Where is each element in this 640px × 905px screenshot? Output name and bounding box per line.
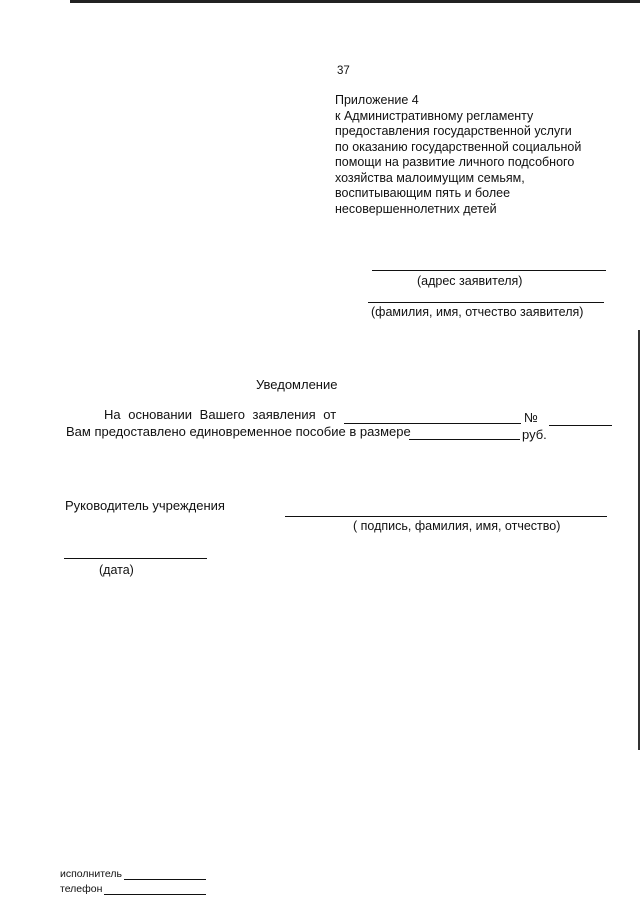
application-number-line[interactable]: [549, 425, 612, 426]
fio-caption: (фамилия, имя, отчество заявителя): [371, 305, 584, 319]
allowance-amount-line[interactable]: [409, 439, 520, 440]
appendix-line: воспитывающим пять и более: [335, 186, 511, 200]
address-caption: (адрес заявителя): [417, 274, 523, 288]
number-sign: №: [524, 410, 538, 425]
phone-line[interactable]: [104, 894, 206, 895]
signature-caption: ( подпись, фамилия, имя, отчество): [353, 519, 561, 533]
executor-label: исполнитель: [60, 868, 122, 880]
application-date-text: На основании Вашего заявления от: [104, 407, 337, 422]
signature-line[interactable]: [285, 516, 607, 517]
head-of-institution-label: Руководитель учреждения: [65, 498, 225, 513]
executor-line[interactable]: [124, 879, 206, 880]
appendix-line: по оказанию государственной социальной: [335, 139, 582, 154]
phone-label: телефон: [60, 883, 103, 895]
address-input-line[interactable]: [372, 270, 606, 271]
date-caption: (дата): [99, 563, 134, 577]
notice-heading: Уведомление: [256, 377, 338, 392]
appendix-line: предоставления государственной услуги: [335, 124, 572, 138]
date-line[interactable]: [64, 558, 207, 559]
page-number: 37: [337, 65, 350, 77]
allowance-text: Вам предоставлено единовременное пособие в размере: [66, 424, 411, 439]
appendix-title: Приложение 4: [335, 93, 419, 107]
appendix-line: хозяйства малоимущим семьям,: [335, 170, 525, 185]
appendix-block: [335, 93, 581, 217]
currency-label: руб.: [522, 427, 547, 442]
appendix-line: несовершеннолетних детей: [335, 201, 497, 216]
appendix-line: помощи на развитие личного подсобного: [335, 155, 575, 169]
appendix-line: к Административному регламенту: [335, 108, 534, 123]
scan-edge-top: [70, 0, 640, 3]
fio-input-line[interactable]: [368, 302, 604, 303]
